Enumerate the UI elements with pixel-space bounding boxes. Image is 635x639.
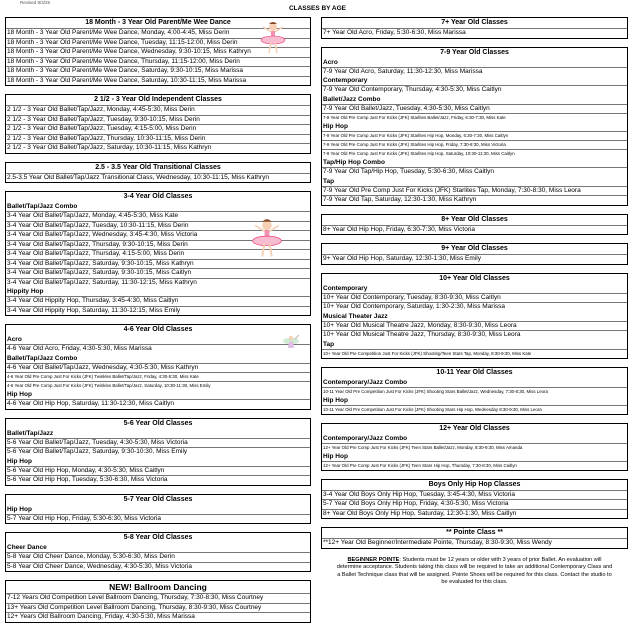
class-row: 10-11 Year Old Pre Competition Just For Kicks (JFK) Shooting Stars Ballet/Jazz, Wednesday, 7:30-8:30, Miss Leora bbox=[322, 387, 627, 396]
category-label: Acro bbox=[7, 336, 22, 343]
class-row: 3-4 Year Old Ballet/Tap/Jazz, Saturday, 9:30-10:15, Miss Caitlyn bbox=[6, 268, 310, 278]
right-class-box-7-9-year-old-classes bbox=[321, 47, 628, 206]
class-row: **12+ Year Old Beginner/Intermediate Pointe, Thursday, 8:30-9:30, Miss Wendy bbox=[322, 538, 627, 548]
page-title: CLASSES BY AGE bbox=[288, 5, 347, 12]
class-row: 3-4 Year Old Hippity Hop, Thursday, 3:45-4:30, Miss Caitlyn bbox=[6, 296, 310, 306]
class-box-title: 5-7 Year Old Classes bbox=[123, 495, 193, 503]
class-row: 18 Month - 3 Year Old Parent/Me Wee Dance, Wednesday, 9:30-10:15, Miss Kathryn bbox=[6, 47, 310, 57]
class-row: 10+ Year Old Contemporary, Tuesday, 8:30-9:30, Miss Caitlyn bbox=[322, 293, 627, 303]
class-row: 10-11 Year Old Pre Competition Just For Kicks (JFK) Shooting Stars Hip Hop, Wednesday 8:30-9:30, Miss Leora bbox=[322, 405, 627, 414]
category-label: Contemporary bbox=[323, 77, 368, 84]
class-box-title: 7+ Year Old Classes bbox=[441, 19, 508, 26]
class-row: 2 1/2 - 3 Year Old Ballet/Tap/Jazz, Saturday, 10:30-11:15, Miss Kathryn bbox=[6, 143, 310, 153]
left-class-box-5-8-year-old-classes bbox=[5, 532, 311, 572]
right-class-box-boys-only-hip-hop-classes bbox=[321, 479, 628, 520]
right-class-box-10-year-old-classes bbox=[321, 273, 628, 359]
class-box-title: Boys Only Hip Hop Classes bbox=[428, 480, 521, 488]
class-row: 12+ Year Old Pre Comp Just For Kicks (JFK) Teen Stars Hip Hop, Thursday, 7:30-8:30, Miss Caitlyn bbox=[322, 461, 627, 470]
class-box-title: ** Pointe Class ** bbox=[446, 529, 503, 536]
class-row: 5-8 Year Old Cheer Dance, Monday, 5:30-6:30, Miss Derin bbox=[6, 552, 310, 562]
class-box-title: 4-6 Year Old Classes bbox=[123, 326, 193, 333]
class-row: 13+ Years Old Competition Level Ballroom Dancing, Thursday, 8:30-9:30, Miss Courtney bbox=[6, 603, 310, 613]
class-row: 7+ Year Old Acro, Friday, 5:30-6:30, Miss Marissa bbox=[322, 28, 627, 38]
class-box-title: 10+ Year Old Classes bbox=[439, 274, 510, 282]
class-box-title: 5-8 Year Old Classes bbox=[123, 534, 193, 541]
class-row: 7-9 Year Old Tap, Saturday, 12:30-1:30, Miss Kathryn bbox=[322, 195, 627, 205]
class-row: 3-4 Year Old Ballet/Tap/Jazz, Thursday, 4:15-5:00, Miss Derin bbox=[6, 249, 310, 259]
class-box-title: 2 1/2 - 3 Year Old Independent Classes bbox=[94, 96, 222, 103]
category-label: Tap bbox=[323, 177, 335, 185]
class-row: 7-9 Year Old Ballet/Jazz, Tuesday, 4:30-5:30, Miss Caitlyn bbox=[322, 104, 627, 114]
class-box-title: NEW! Ballroom Dancing bbox=[109, 582, 207, 592]
fairy-icon bbox=[282, 334, 300, 357]
category-label: Musical Theater Jazz bbox=[323, 312, 388, 320]
category-label: Hip Hop bbox=[7, 457, 32, 465]
category-label: Ballet/Tap/Jazz bbox=[7, 429, 54, 437]
class-row: 7-9 Year Old Acro, Saturday, 11:30-12:30, Miss Marissa bbox=[322, 67, 627, 77]
category-label: Ballet/Tap/Jazz Combo bbox=[7, 203, 78, 210]
right-class-box-9-year-old-classes bbox=[321, 243, 628, 265]
left-class-box-new-ballroom-dancing bbox=[5, 580, 311, 623]
class-row: 7-9 Year Old Contemporary, Thursday, 4:30-5:30, Miss Caitlyn bbox=[322, 85, 627, 95]
class-row: 5-7 Year Old Boys Only Hip Hop, Friday, 4:30-5:30, Miss Victoria bbox=[322, 499, 627, 509]
class-box-title: 7-9 Year Old Classes bbox=[440, 48, 509, 56]
class-row: 7-9 Year Old Pre Comp Just For Kicks (JFK) Starlites Tap, Monday, 7:30-8:30, Miss Leora bbox=[322, 186, 627, 196]
class-row: 5-8 Year Old Cheer Dance, Wednesday, 4:30-5:30, Miss Victoria bbox=[6, 562, 310, 572]
ballerina-icon bbox=[258, 21, 288, 60]
class-row: 12+ Years Old Ballroom Dancing, Friday, 4:30-5:30, Miss Marissa bbox=[6, 612, 310, 622]
class-row: 9+ Year Old Hip Hop, Saturday, 12:30-1:30, Miss Emily bbox=[322, 254, 627, 264]
class-row: 4-6 Year Old Pre Comp Just For Kicks (JFK) Twinkles Ballet/Tap/Jazz, Saturday, 10:30-11:30, Miss Emily bbox=[6, 381, 310, 390]
class-box-title: 18 Month - 3 Year Old Parent/Me Wee Dance bbox=[85, 19, 231, 26]
class-row: 7-9 Year Old Pre Comp Just For Kicks (JFK) Starlites Ballet/Jazz, Friday, 6:30-7:30, Miss Kate bbox=[322, 113, 627, 122]
left-class-box-2-1-2-3-year-old-independent-classes bbox=[5, 94, 311, 154]
left-class-box-5-7-year-old-classes bbox=[5, 494, 311, 525]
class-row: 10+ Year Old Musical Theatre Jazz, Thursday, 8:30-9:30, Miss Leora bbox=[322, 330, 627, 340]
class-row: 10+ Year Old Contemporary, Saturday, 1:30-2:30, Miss Marissa bbox=[322, 302, 627, 312]
class-row: 18 Month - 3 Year Old Parent/Me Wee Dance, Saturday, 9:30-10:15, Miss Marissa bbox=[6, 66, 310, 76]
class-box-title: 9+ Year Old Classes bbox=[441, 245, 508, 252]
right-class-box-10-11-year-old-classes bbox=[321, 367, 628, 415]
class-row: 2.5-3.5 Year Old Ballet/Tap/Jazz Transitional Class, Wednesday, 10:30-11:15, Miss Kathryn bbox=[6, 173, 310, 183]
category-label: Contemporary/Jazz Combo bbox=[323, 434, 408, 442]
class-row: 7-9 Year Old Pre Comp Just For Kicks (JFK) Starlites Hip Hop, Saturday, 10:30-11:30, Miss Caitlyn bbox=[322, 149, 627, 158]
right-column-boxes bbox=[321, 17, 628, 549]
class-row: 5-6 Year Old Ballet/Tap/Jazz, Tuesday, 4:30-5:30, Miss Victoria bbox=[6, 438, 310, 448]
pointe-note bbox=[321, 557, 628, 587]
class-row: 4-6 Year Old Hip Hop, Saturday, 11:30-12:30, Miss Caitlyn bbox=[6, 399, 310, 409]
pointe-note-text: : Students must be 12 years or older with 3 years of prior Ballet. An evaluation will determine acceptance. Students taking this class will be required to take an additional Contemporary Class and a Ballet Technique class that will be assigned. Pointe Shoes will be required for this class. Contact the studio to be evaluated for this class. bbox=[336, 556, 613, 586]
class-row: 3-4 Year Old Ballet/Tap/Jazz, Tuesday, 10:30-11:15, Miss Derin bbox=[6, 221, 310, 231]
class-row: 8+ Year Old Hip Hop, Friday, 6:30-7:30, Miss Victoria bbox=[322, 225, 627, 235]
category-label: Hip Hop bbox=[7, 505, 32, 513]
class-row: 3-4 Year Old Ballet/Tap/Jazz, Saturday, 11:30-12:15, Miss Kathryn bbox=[6, 278, 310, 288]
category-label: Hip Hop bbox=[323, 396, 348, 404]
class-row: 10+ Year Old Musical Theatre Jazz, Monday, 8:30-9:30, Miss Leora bbox=[322, 321, 627, 331]
category-label: Tap bbox=[323, 340, 335, 348]
class-row: 4-6 Year Old Acro, Friday, 4:30-5:30, Miss Marissa bbox=[6, 344, 310, 354]
right-class-box-7-year-old-classes bbox=[321, 17, 628, 39]
class-row: 5-6 Year Old Ballet/Tap/Jazz, Saturday, 9:30-10:30, Miss Emily bbox=[6, 447, 310, 457]
category-label: Hip Hop bbox=[323, 452, 348, 460]
category-label: Ballet/Jazz Combo bbox=[323, 95, 381, 103]
class-row: 2 1/2 - 3 Year Old Ballet/Tap/Jazz, Monday, 4:45-5:30, Miss Derin bbox=[6, 105, 310, 115]
pointe-note-label: BEGINNER POINTE bbox=[347, 556, 400, 563]
class-row: 2 1/2 - 3 Year Old Ballet/Tap/Jazz, Tuesday, 4:15-5:00, Miss Derin bbox=[6, 124, 310, 134]
left-class-box-3-4-year-old-classes bbox=[5, 191, 311, 316]
class-row: 8+ Year Old Boys Only Hip Hop, Saturday, 12:30-1:30, Miss Caitlyn bbox=[322, 509, 627, 519]
class-row: 4-6 Year Old Pre Comp Just For Kicks (JFK) Twinkles Ballet/Tap/Jazz, Friday, 4:30-5:30, Miss Kate bbox=[6, 372, 310, 381]
class-row: 2 1/2 - 3 Year Old Ballet/Tap/Jazz, Tuesday, 9:30-10:15, Miss Derin bbox=[6, 115, 310, 125]
class-row: 18 Month - 3 Year Old Parent/Me Wee Dance, Saturday, 10:30-11:15, Miss Marissa bbox=[6, 76, 310, 86]
category-label: Hippity Hop bbox=[7, 288, 44, 295]
class-row: 5-6 Year Old Hip Hop, Tuesday, 5:30-6:30, Miss Victoria bbox=[6, 475, 310, 485]
category-label: Acro bbox=[323, 58, 338, 66]
right-class-box-8-year-old-classes bbox=[321, 214, 628, 236]
class-row: 5-6 Year Old Hip Hop, Monday, 4:30-5:30, Miss Caitlyn bbox=[6, 466, 310, 476]
class-row: 3-4 Year Old Ballet/Tap/Jazz, Saturday, 9:30-10:15, Miss Kathryn bbox=[6, 259, 310, 269]
class-row: 3-4 Year Old Ballet/Tap/Jazz, Wednesday, 3:45-4:30, Miss Victoria bbox=[6, 230, 310, 240]
left-class-box-2-5-3-5-year-old-transitional-classes bbox=[5, 162, 311, 184]
class-box-title: 10-11 Year Old Classes bbox=[436, 368, 513, 376]
class-box-title: 12+ Year Old Classes bbox=[439, 424, 510, 432]
class-row: 18 Month - 3 Year Old Parent/Me Wee Dance, Thursday, 11:15-12:00, Miss Derin bbox=[6, 57, 310, 67]
class-row: 3-4 Year Old Boys Only Hip Hop, Tuesday, 3:45-4:30, Miss Victoria bbox=[322, 490, 627, 500]
class-box-title: 5-6 Year Old Classes bbox=[123, 419, 193, 427]
category-label: Hip Hop bbox=[323, 123, 348, 130]
class-box-title: 3-4 Year Old Classes bbox=[123, 193, 193, 200]
left-class-box-4-6-year-old-classes bbox=[5, 324, 311, 410]
right-class-box-12-year-old-classes bbox=[321, 423, 628, 471]
category-label: Cheer Dance bbox=[7, 544, 47, 551]
class-row: 3-4 Year Old Ballet/Tap/Jazz, Monday, 4:45-5:30, Miss Kate bbox=[6, 211, 310, 221]
right-class-box-pointe-class bbox=[321, 527, 628, 549]
class-row: 7-9 Year Old Pre Comp Just For Kicks (JFK) Starlites Hip Hop, Monday, 6:30-7:30, Miss Caitlyn bbox=[322, 131, 627, 140]
class-row: 3-4 Year Old Ballet/Tap/Jazz, Thursday, 9:30-10:15, Miss Derin bbox=[6, 240, 310, 250]
category-label: Ballet/Tap/Jazz Combo bbox=[7, 354, 78, 362]
left-class-box-18-month-3-year-old-parent-me-wee-dance bbox=[5, 17, 311, 86]
category-label: Contemporary bbox=[323, 284, 368, 292]
class-row: 12+ Year Old Pre Comp Just For Kicks (JFK) Teen Stars Ballet/Jazz, Monday, 8:30-9:30, Miss Amanda bbox=[322, 443, 627, 452]
class-box-title: 2.5 - 3.5 Year Old Transitional Classes bbox=[95, 163, 221, 171]
category-label: Hip Hop bbox=[7, 391, 32, 398]
class-row: 5-7 Year Old Hip Hop, Friday, 5:30-6:30, Miss Victoria bbox=[6, 514, 310, 524]
class-row: 4-6 Year Old Ballet/Tap/Jazz, Wednesday, 4:30-5:30, Miss Kathryn bbox=[6, 363, 310, 373]
category-label: Contemporary/Jazz Combo bbox=[323, 378, 408, 386]
class-row: 18 Month - 3 Year Old Parent/Me Wee Dance, Monday, 4:00-4:45, Miss Derin bbox=[6, 28, 310, 38]
revised-date: Revised 8/3/25 bbox=[20, 0, 51, 5]
left-column bbox=[5, 17, 311, 631]
class-row: 7-12 Years Old Competition Level Ballroom Dancing, Thursday, 7:30-8:30, Miss Courtney bbox=[6, 593, 310, 603]
left-class-box-5-6-year-old-classes bbox=[5, 418, 311, 486]
right-column bbox=[321, 17, 628, 587]
class-row: 7-9 Year Old Tap/Hip Hop, Tuesday, 5:30-6:30, Miss Caitlyn bbox=[322, 167, 627, 177]
class-row: 10+ Year Old Pre Competition Just For Kicks (JFK) Shooting/Teen Stars Tap, Monday, 8:30-9:30, Miss Kate bbox=[322, 349, 627, 358]
class-row: 18 Month - 3 Year Old Parent/Me Wee Dance, Tuesday, 11:15-12:00, Miss Derin bbox=[6, 38, 310, 48]
category-label: Tap/Hip Hop Combo bbox=[323, 159, 385, 166]
ballerina-icon bbox=[249, 218, 285, 265]
class-row: 7-9 Year Old Pre Comp Just For Kicks (JFK) Starlites Hip Hop, Friday, 7:30-8:30, Miss Victoria bbox=[322, 140, 627, 149]
class-row: 3-4 Year Old Hippity Hop, Saturday, 11:30-12:15, Miss Emily bbox=[6, 306, 310, 316]
class-row: 2 1/2 - 3 Year Old Ballet/Tap/Jazz, Thursday, 10:30-11:15, Miss Derin bbox=[6, 134, 310, 144]
class-box-title: 8+ Year Old Classes bbox=[441, 215, 508, 223]
